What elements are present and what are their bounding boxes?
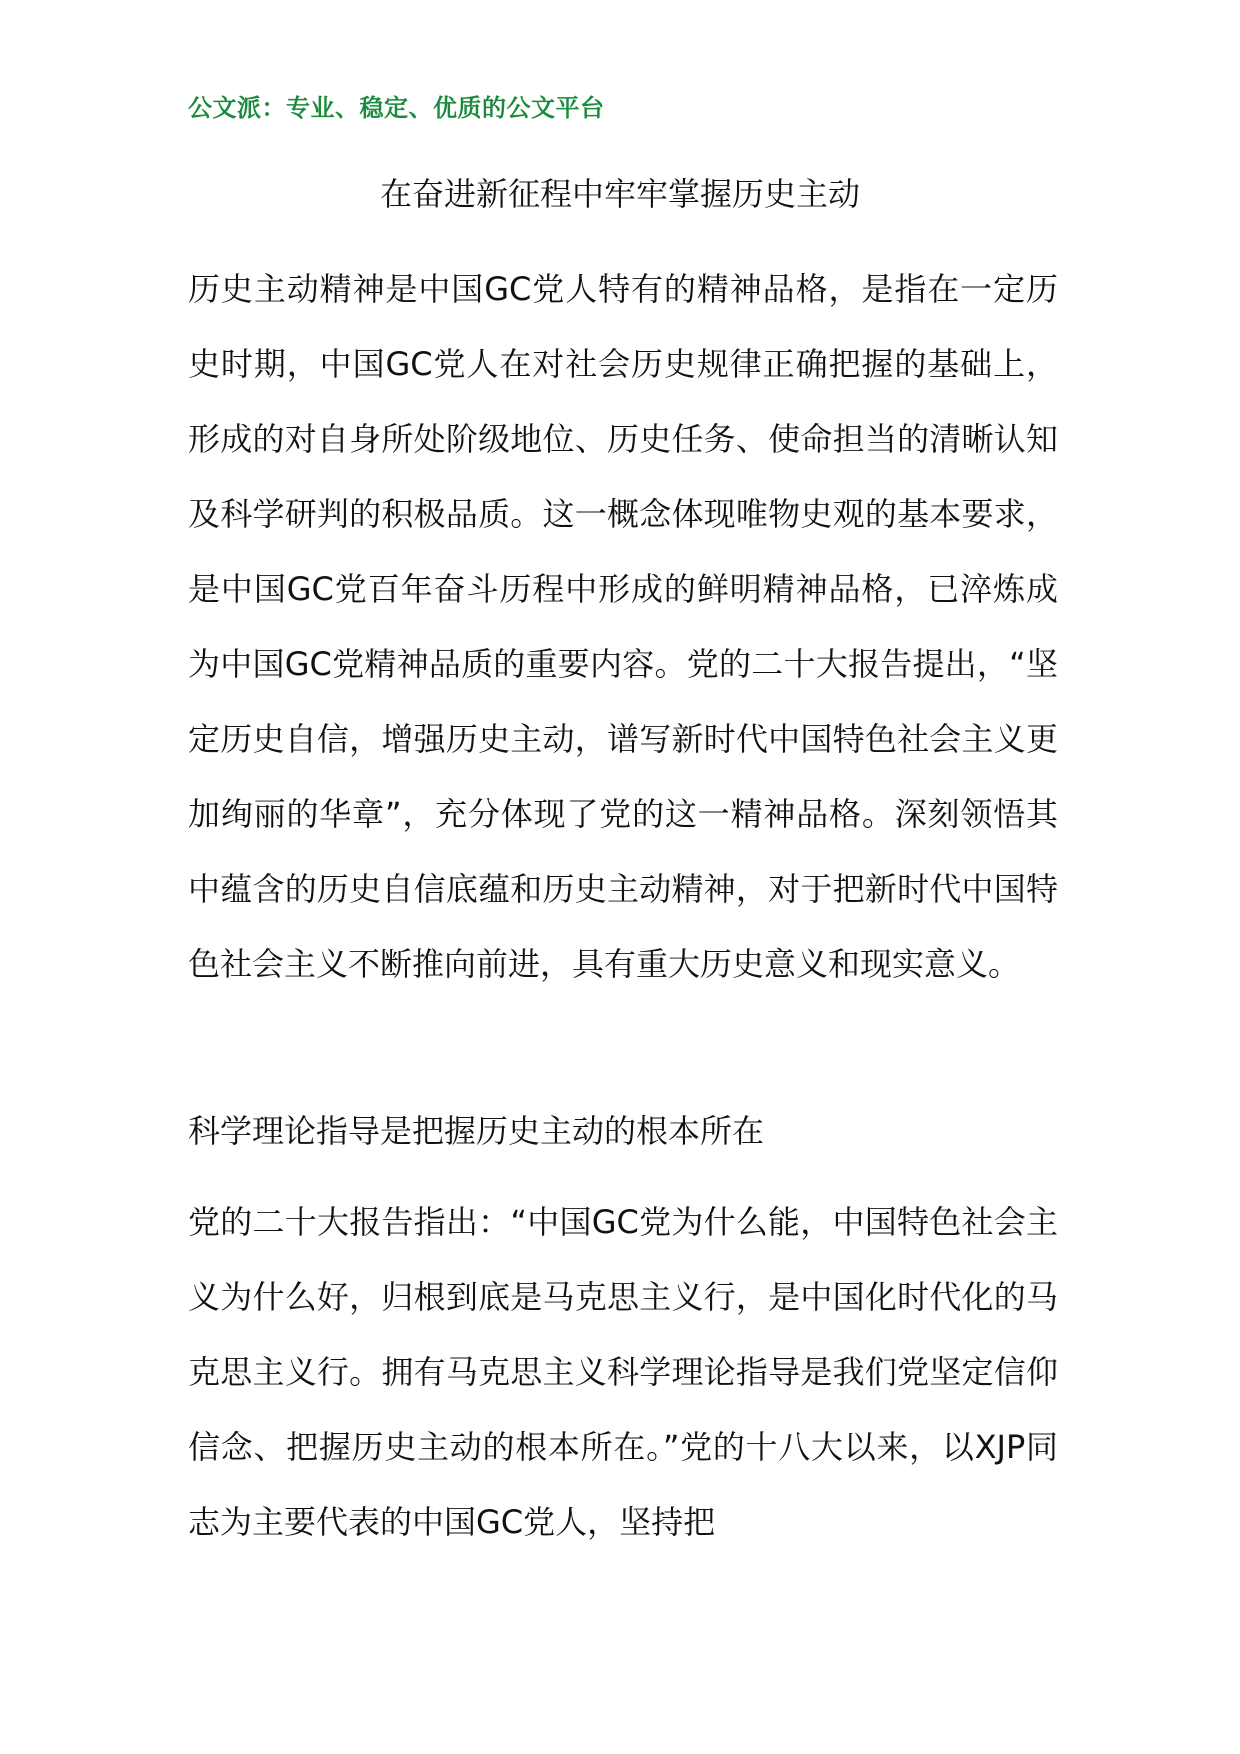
body-paragraph-1: 历史主动精神是中国GC党人特有的精神品格，是指在一定历史时期，中国GC党人在对社会历史规律正确把握的基础上，形成的对自身所处阶级地位、历史任务、使命担当的清晰认知及科学研判的积极品质。这一概念体现唯物史观的基本要求，是中国GC党百年奋斗历程中形成的鲜明精神品格，已淬炼成为中国GC党精神品质的重要内容。党的二十大报告提出，“坚定历史自信，增强历史主动，谱写新时代中国特色社会主义更加绚丽的华章”，充分体现了党的这一精神品格。深刻领悟其中蕴含的历史自信底蕴和历史主动精神，对于把新时代中国特色社会主义不断推向前进，具有重大历史意义和现实意义。 — [188, 270, 1058, 983]
brand-header: 公文派：专业、稳定、优质的公文平台 — [188, 94, 605, 122]
document-title: 在奋进新征程中牢牢掌握历史主动 — [379, 175, 860, 213]
section-heading: 科学理论指导是把握历史主动的根本所在 — [188, 1112, 765, 1150]
body-paragraph-2: 党的二十大报告指出：“中国GC党为什么能，中国特色社会主义为什么好，归根到底是马克思主义行，是中国化时代化的马克思主义行。拥有马克思主义科学理论指导是我们党坚定信仰信念、把握历史主动的根本所在。”党的十八大以来，以XJP同志为主要代表的中国GC党人，坚持把 — [188, 1203, 1058, 1541]
